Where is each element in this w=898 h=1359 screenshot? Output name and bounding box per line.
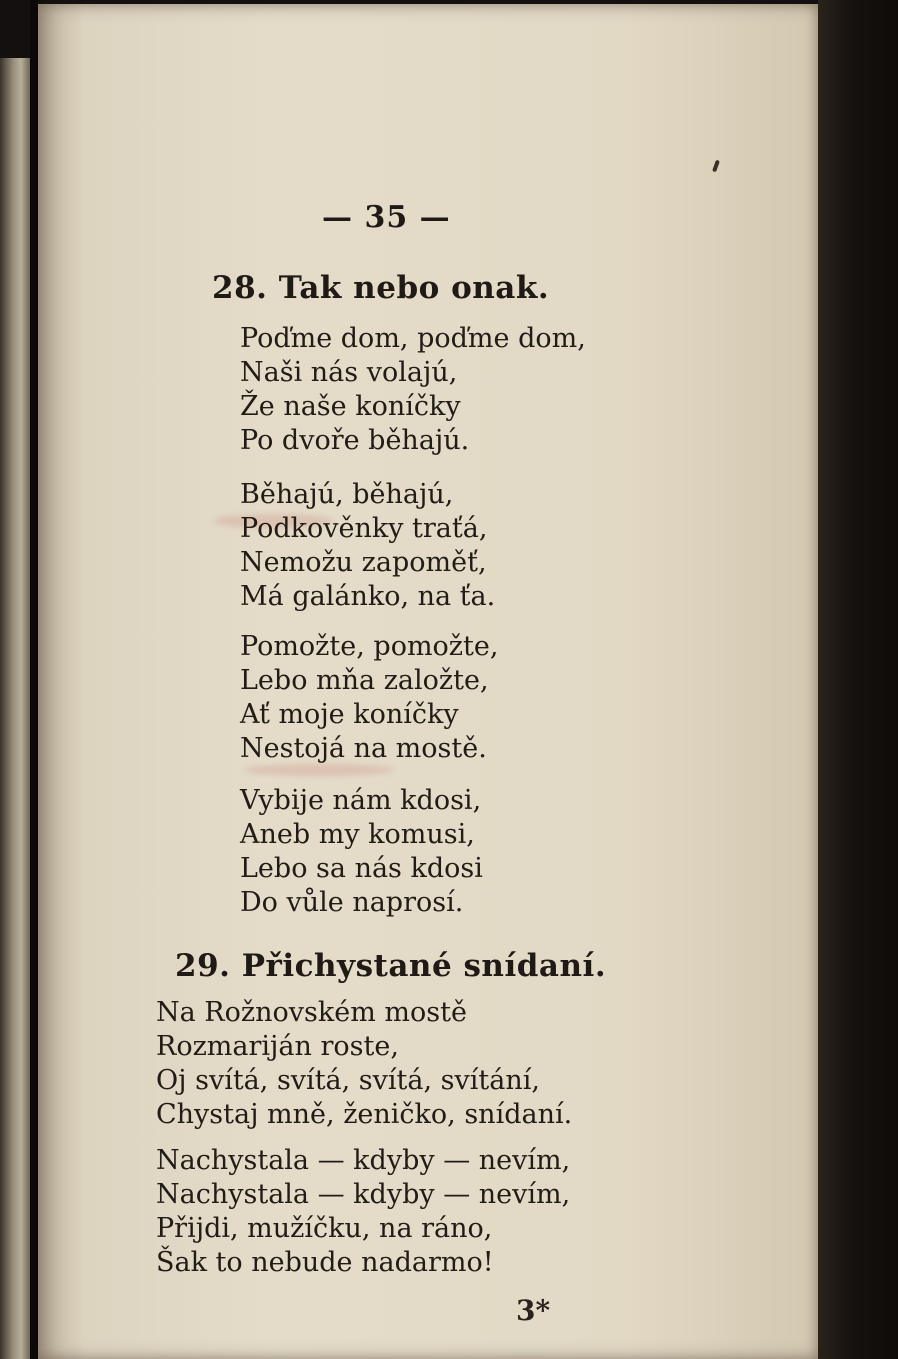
page-number: — 35 — [322,200,451,235]
stanza [240,630,498,766]
stanza [240,478,495,614]
verse-line: Přijdi, mužíčku, na ráno, [156,1213,493,1244]
verse-line: Nemožu zapoměť, [240,547,487,578]
verse-line: Oj svítá, svítá, svítá, svítání, [156,1065,540,1096]
verse-line: Na Rožnovském mostě [156,997,467,1028]
stanza [240,784,483,920]
cover-edge [818,0,898,1359]
printer-signature-mark: 3* [516,1294,551,1327]
verse-line: Lebo mňa založte, [240,665,489,696]
facing-page-edge [0,58,30,1359]
verse-line: Nachystala — kdyby — nevím, [156,1179,571,1210]
verse-line: Naši nás volajú, [240,357,458,388]
verse-line: Chystaj mně, ženičko, snídaní. [156,1099,573,1130]
verse-line: Pomožte, pomožte, [240,631,499,662]
verse-line: Šak to nebude nadarmo! [156,1247,494,1278]
verse-line: Nachystala — kdyby — nevím, [156,1145,571,1176]
book-page [38,4,818,1359]
verse-line: Do vůle naprosí. [240,887,464,918]
verse-line: Rozmariján roste, [156,1031,399,1062]
stanza [240,322,586,458]
verse-line: Že naše koníčky [240,391,461,422]
song-title: 28. Tak nebo onak. [212,270,550,306]
verse-line: Lebo sa nás kdosi [240,853,483,884]
stanza [156,1144,570,1280]
verse-line: Podkověnky traťá, [240,513,488,544]
verse-line: Nestojá na mostě. [240,733,487,764]
verse-line: Poďme dom, poďme dom, [240,323,586,354]
book-gutter [30,0,38,1359]
verse-line: Běhajú, běhajú, [240,479,454,510]
song-title: 29. Přichystané snídaní. [175,948,607,984]
stanza [156,996,572,1132]
verse-line: Aneb my komusi, [240,819,475,850]
ink-speck [712,160,720,173]
verse-line: Má galánko, na ťa. [240,581,496,612]
verse-line: Vybije nám kdosi, [240,785,482,816]
verse-line: Ať moje koníčky [240,699,459,730]
verse-line: Po dvoře běhajú. [240,425,470,456]
